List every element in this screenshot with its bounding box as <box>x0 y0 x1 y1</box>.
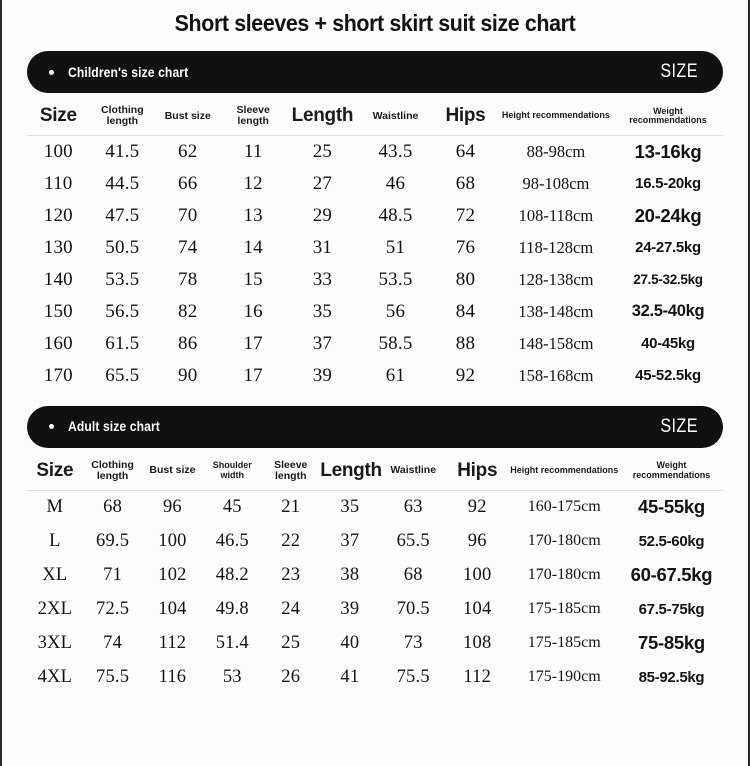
cell-shoulder-width: 49.8 <box>215 598 249 619</box>
cell-hips: 108 <box>463 632 492 653</box>
cell-bust: 74 <box>178 236 198 258</box>
table-row <box>27 592 723 626</box>
cell-length: 25 <box>312 140 333 162</box>
cell-height: 175-185cm <box>527 600 601 618</box>
cell-length: 35 <box>340 496 360 517</box>
adult-size-table <box>27 454 723 695</box>
bullet-dot-icon <box>49 424 54 429</box>
cell-waistline: 46 <box>385 172 406 194</box>
table-row <box>27 626 723 660</box>
cell-sleeve-length: 26 <box>281 666 301 687</box>
col-header-hips: Hips <box>432 99 499 136</box>
table-row <box>27 660 723 694</box>
cell-bust: 90 <box>178 364 198 386</box>
cell-weight: 16.5-20kg <box>635 175 701 193</box>
cell-size: 150 <box>43 300 73 322</box>
cell-height: 148-158cm <box>518 333 594 353</box>
cell-size: 4XL <box>37 666 73 687</box>
table-header-row-adult <box>27 454 723 491</box>
cell-size: XL <box>42 564 68 585</box>
cell-size: 140 <box>43 268 73 290</box>
table-header-row-children <box>27 99 723 136</box>
cell-size: 110 <box>44 172 73 194</box>
size-tag-children: SIZE <box>660 61 698 82</box>
cell-clothing-length: 61.5 <box>105 332 140 354</box>
cell-length: 31 <box>312 236 333 258</box>
col-header-hips: Hips <box>446 454 509 491</box>
cell-weight: 67.5-75kg <box>638 600 705 618</box>
cell-hips: 96 <box>467 530 487 551</box>
cell-weight: 27.5-32.5kg <box>633 272 703 288</box>
cell-size: 160 <box>43 332 73 354</box>
col-header-length: Length <box>319 454 380 491</box>
section-header-adult <box>27 406 723 448</box>
cell-hips: 112 <box>463 666 492 687</box>
table-row <box>27 168 723 200</box>
cell-weight: 20-24kg <box>634 204 702 226</box>
cell-waistline: 63 <box>403 496 423 517</box>
col-header-sleeve-length: Sleeve length <box>220 99 285 136</box>
cell-sleeve-length: 24 <box>281 598 301 619</box>
cell-length: 41 <box>340 666 360 687</box>
col-header-weight-recommendations: Weight recommendations <box>613 99 723 136</box>
cell-clothing-length: 56.5 <box>105 300 140 322</box>
cell-sleeve-length: 22 <box>281 530 301 551</box>
cell-bust: 66 <box>178 172 198 194</box>
cell-height: 170-180cm <box>527 566 601 584</box>
cell-height: 88-98cm <box>526 141 586 161</box>
cell-shoulder-width: 46.5 <box>215 530 249 551</box>
col-header-height-recommendations: Height recommendations <box>499 99 613 136</box>
cell-clothing-length: 68 <box>103 496 123 517</box>
cell-bust: 100 <box>158 530 187 551</box>
cell-sleeve-length: 11 <box>243 140 263 162</box>
cell-length: 38 <box>340 564 360 585</box>
adult-table-body <box>27 490 723 694</box>
cell-size: 2XL <box>37 598 73 619</box>
children-size-table <box>27 99 723 392</box>
cell-height: 170-180cm <box>527 532 601 550</box>
cell-length: 37 <box>340 530 360 551</box>
cell-shoulder-width: 48.2 <box>215 564 249 585</box>
cell-sleeve-length: 17 <box>243 332 263 354</box>
table-row <box>27 360 723 392</box>
section-title-children: Children's size chart <box>68 64 189 80</box>
cell-weight: 40-45kg <box>641 335 695 353</box>
section-header-children <box>27 51 723 93</box>
cell-height: 160-175cm <box>527 498 601 516</box>
cell-weight: 13-16kg <box>634 140 702 162</box>
table-row <box>27 524 723 558</box>
cell-clothing-length: 65.5 <box>105 364 140 386</box>
cell-weight: 45-52.5kg <box>635 367 701 385</box>
table-row <box>27 232 723 264</box>
cell-length: 40 <box>340 632 360 653</box>
cell-bust: 62 <box>178 140 198 162</box>
cell-size: 130 <box>43 236 73 258</box>
cell-bust: 86 <box>178 332 198 354</box>
col-header-clothing-length: Clothing length <box>90 99 155 136</box>
cell-weight: 45-55kg <box>638 496 705 518</box>
cell-waistline: 73 <box>403 632 423 653</box>
cell-length: 29 <box>312 204 333 226</box>
cell-clothing-length: 71 <box>103 564 123 585</box>
cell-waistline: 58.5 <box>378 332 413 354</box>
cell-waistline: 70.5 <box>396 598 430 619</box>
cell-bust: 116 <box>158 666 187 687</box>
cell-height: 98-108cm <box>522 173 590 193</box>
cell-length: 27 <box>312 172 333 194</box>
cell-height: 175-190cm <box>527 668 601 686</box>
cell-hips: 88 <box>455 332 476 354</box>
cell-sleeve-length: 25 <box>281 632 301 653</box>
cell-waistline: 61 <box>385 364 406 386</box>
cell-clothing-length: 69.5 <box>96 530 130 551</box>
cell-shoulder-width: 53 <box>222 666 242 687</box>
cell-waistline: 75.5 <box>396 666 430 687</box>
cell-waistline: 53.5 <box>378 268 413 290</box>
cell-bust: 82 <box>178 300 198 322</box>
cell-clothing-length: 50.5 <box>105 236 140 258</box>
cell-bust: 96 <box>162 496 182 517</box>
cell-length: 39 <box>340 598 360 619</box>
cell-hips: 64 <box>455 140 476 162</box>
cell-waistline: 43.5 <box>378 140 413 162</box>
col-header-length: Length <box>286 99 359 136</box>
col-header-waistline: Waistline <box>359 99 432 136</box>
table-row <box>27 490 723 524</box>
col-header-shoulder-width: Shoulder width <box>202 454 262 491</box>
cell-hips: 92 <box>467 496 487 517</box>
cell-weight: 24-27.5kg <box>635 239 701 257</box>
cell-hips: 84 <box>455 300 476 322</box>
cell-height: 118-128cm <box>518 237 594 257</box>
table-row <box>27 558 723 592</box>
cell-sleeve-length: 15 <box>243 268 263 290</box>
cell-clothing-length: 74 <box>103 632 123 653</box>
cell-height: 175-185cm <box>527 634 601 652</box>
cell-bust: 112 <box>158 632 187 653</box>
col-header-waistline: Waistline <box>381 454 446 491</box>
bullet-dot-icon <box>49 70 54 75</box>
cell-waistline: 68 <box>403 564 423 585</box>
cell-weight: 75-85kg <box>638 632 705 654</box>
cell-length: 39 <box>312 364 333 386</box>
section-title-adult: Adult size chart <box>68 419 160 435</box>
cell-size: L <box>49 530 61 551</box>
cell-shoulder-width: 45 <box>222 496 242 517</box>
cell-length: 35 <box>312 300 333 322</box>
cell-waistline: 48.5 <box>378 204 413 226</box>
cell-hips: 76 <box>455 236 476 258</box>
cell-clothing-length: 44.5 <box>105 172 140 194</box>
cell-sleeve-length: 23 <box>281 564 301 585</box>
cell-length: 37 <box>312 332 333 354</box>
cell-hips: 68 <box>455 172 476 194</box>
col-header-size: Size <box>27 454 83 491</box>
cell-size: 100 <box>43 140 73 162</box>
cell-size: M <box>46 496 64 517</box>
cell-sleeve-length: 16 <box>243 300 263 322</box>
table-row <box>27 200 723 232</box>
cell-bust: 104 <box>158 598 187 619</box>
col-header-clothing-length: Clothing length <box>83 454 143 491</box>
cell-sleeve-length: 17 <box>243 364 263 386</box>
cell-weight: 85-92.5kg <box>638 668 705 686</box>
size-tag-adult: SIZE <box>660 415 698 437</box>
cell-waistline: 65.5 <box>396 530 430 551</box>
cell-weight: 60-67.5kg <box>630 564 713 586</box>
cell-bust: 102 <box>158 564 187 585</box>
cell-hips: 100 <box>463 564 492 585</box>
cell-hips: 92 <box>455 364 476 386</box>
cell-size: 3XL <box>37 632 73 653</box>
cell-waistline: 56 <box>385 300 406 322</box>
col-header-bust-size: Bust size <box>143 454 203 491</box>
col-header-weight-recommendations: Weight recommendations <box>620 454 723 491</box>
table-row <box>27 296 723 328</box>
cell-height: 128-138cm <box>518 269 594 289</box>
cell-clothing-length: 47.5 <box>105 204 140 226</box>
children-table-body <box>27 136 723 392</box>
cell-weight: 32.5-40kg <box>631 302 705 321</box>
col-header-size: Size <box>27 99 90 136</box>
page-title: Short sleeves + short skirt suit size chart <box>174 10 576 36</box>
cell-size: 170 <box>43 364 73 386</box>
cell-sleeve-length: 21 <box>281 496 301 517</box>
cell-waistline: 51 <box>385 236 406 258</box>
table-row <box>27 264 723 296</box>
col-header-height-recommendations: Height recommendations <box>509 454 620 491</box>
cell-sleeve-length: 12 <box>243 172 263 194</box>
col-header-sleeve-length: Sleeve length <box>262 454 319 491</box>
cell-sleeve-length: 13 <box>243 204 263 226</box>
cell-hips: 104 <box>463 598 492 619</box>
cell-size: 120 <box>43 204 73 226</box>
cell-length: 33 <box>312 268 333 290</box>
cell-hips: 80 <box>455 268 476 290</box>
cell-height: 138-148cm <box>518 301 594 321</box>
col-header-bust-size: Bust size <box>155 99 220 136</box>
cell-height: 158-168cm <box>518 365 594 385</box>
cell-clothing-length: 53.5 <box>105 268 140 290</box>
cell-clothing-length: 72.5 <box>96 598 130 619</box>
table-row <box>27 136 723 168</box>
cell-sleeve-length: 14 <box>243 236 263 258</box>
cell-height: 108-118cm <box>518 205 594 225</box>
cell-shoulder-width: 51.4 <box>215 632 249 653</box>
cell-bust: 78 <box>178 268 198 290</box>
cell-clothing-length: 75.5 <box>96 666 130 687</box>
table-row <box>27 328 723 360</box>
cell-weight: 52.5-60kg <box>638 532 705 550</box>
cell-bust: 70 <box>178 204 198 226</box>
cell-clothing-length: 41.5 <box>105 140 140 162</box>
cell-hips: 72 <box>455 204 476 226</box>
